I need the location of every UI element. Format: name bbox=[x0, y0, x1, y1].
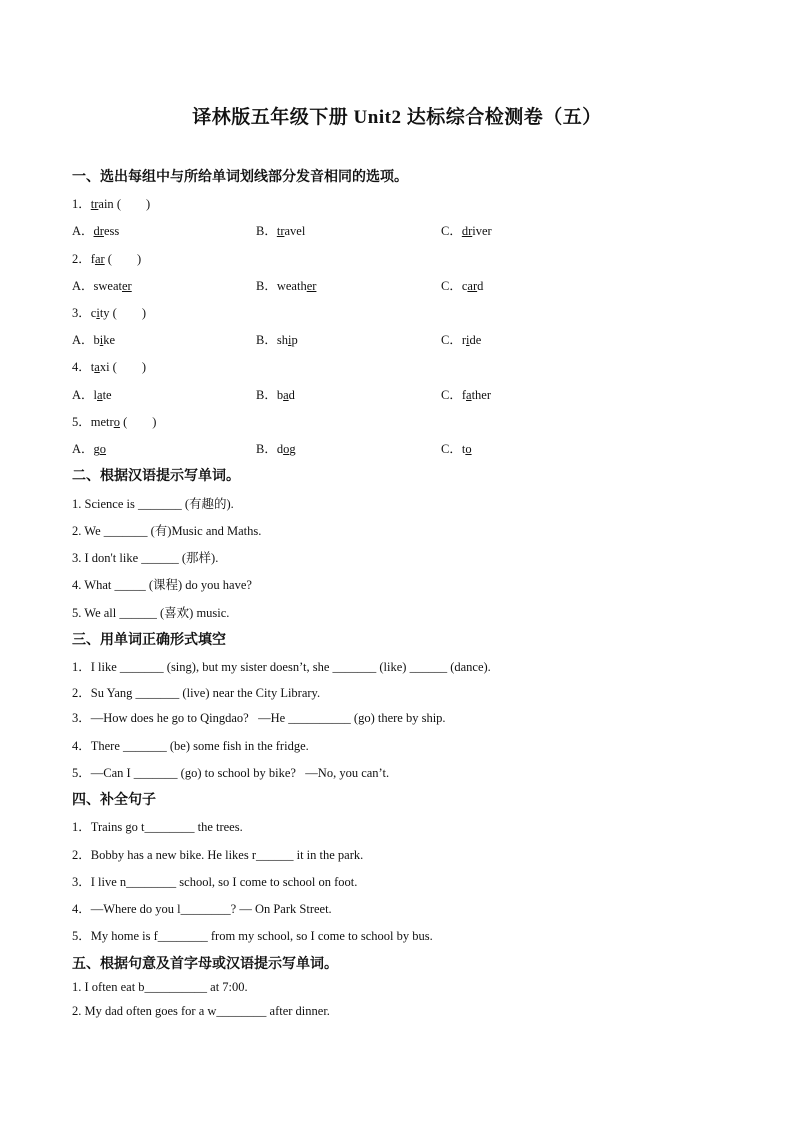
page-title: 译林版五年级下册 Unit2 达标综合检测卷（五） bbox=[192, 107, 602, 128]
option-pre: r bbox=[461, 333, 467, 347]
option-post: te bbox=[102, 388, 112, 402]
option-letter: A． bbox=[72, 388, 94, 402]
option-letter: A． bbox=[72, 442, 94, 456]
s1-q3-option-b bbox=[256, 330, 298, 348]
s1-question-3 bbox=[72, 303, 146, 321]
option-pre: t bbox=[461, 442, 466, 456]
answer-paren: ( ) bbox=[109, 360, 146, 374]
s4-line-3: 3．I live n________ school, so I come to school on foot. bbox=[72, 875, 358, 889]
option-post: ke bbox=[103, 333, 116, 347]
option-pre: c bbox=[461, 279, 468, 293]
s4-line-4: 4．—Where do you l________? — On Park Street. bbox=[72, 902, 332, 916]
s1-q2-option-a bbox=[72, 276, 132, 294]
option-underlined: i bbox=[287, 333, 292, 347]
option-underlined: dr bbox=[461, 224, 473, 238]
answer-paren: ( ) bbox=[109, 306, 146, 320]
s5-line-1: 1. I often eat b__________ at 7:00. bbox=[72, 980, 248, 994]
option-letter: B． bbox=[256, 224, 277, 238]
option-post: iver bbox=[472, 224, 492, 238]
option-underlined: a bbox=[283, 388, 289, 402]
s2-line-3: 3. I don't like ______ (那样). bbox=[72, 551, 219, 565]
question-number: 4． bbox=[72, 360, 91, 374]
s1-q5-option-c bbox=[441, 439, 472, 457]
option-letter: C． bbox=[441, 333, 462, 347]
option-underlined: tr bbox=[276, 224, 285, 238]
s1-q1-option-a bbox=[72, 221, 119, 239]
s1-question-4 bbox=[72, 357, 146, 375]
option-letter: C． bbox=[441, 442, 462, 456]
s1-q2-option-b bbox=[256, 276, 316, 294]
s2-line-4: 4. What _____ (课程) do you have? bbox=[72, 578, 252, 592]
s3-line-3: 3．—How does he go to Qingdao? —He __________ (go) there by ship. bbox=[72, 711, 446, 725]
answer-paren: ( ) bbox=[113, 197, 151, 211]
s1-q2-option-c bbox=[441, 276, 483, 294]
s3-line-4: 4．There _______ (be) some fish in the fridge. bbox=[72, 739, 309, 753]
word-underlined: o bbox=[113, 415, 120, 429]
s4-line-2: 2．Bobby has a new bike. He likes r______ it in the park. bbox=[72, 848, 364, 862]
option-underlined: er bbox=[306, 279, 317, 293]
option-underlined: o bbox=[99, 442, 107, 456]
s1-q1-option-b bbox=[256, 221, 305, 239]
s1-question-1 bbox=[72, 194, 150, 212]
section-2-heading: 二、根据汉语提示写单词。 bbox=[72, 468, 240, 484]
word-pre: f bbox=[90, 252, 95, 266]
option-underlined: o bbox=[283, 442, 290, 456]
option-post: ther bbox=[471, 388, 492, 402]
option-post: d bbox=[477, 279, 484, 293]
option-underlined: i bbox=[99, 333, 104, 347]
option-letter: C． bbox=[441, 279, 462, 293]
answer-paren: ( ) bbox=[104, 252, 142, 266]
option-post: g bbox=[289, 442, 296, 456]
option-pre: sh bbox=[276, 333, 288, 347]
option-pre: b bbox=[276, 388, 284, 402]
option-underlined: dr bbox=[93, 224, 104, 238]
s5-line-2: 2. My dad often goes for a w________ after dinner. bbox=[72, 1004, 330, 1018]
s1-q3-option-c bbox=[441, 330, 481, 348]
option-letter: B． bbox=[256, 442, 277, 456]
option-letter: B． bbox=[256, 333, 277, 347]
option-pre: d bbox=[276, 442, 284, 456]
option-post: de bbox=[469, 333, 482, 347]
s3-line-2: 2．Su Yang _______ (live) near the City Library. bbox=[72, 686, 321, 700]
s1-q1-option-c bbox=[441, 221, 492, 239]
word-pre: t bbox=[90, 360, 95, 374]
word-underlined: a bbox=[94, 360, 100, 374]
s4-line-5: 5．My home is f________ from my school, so I come to school by bus. bbox=[72, 929, 433, 943]
s3-line-5: 5．—Can I _______ (go) to school by bike? —No, you can’t. bbox=[72, 766, 390, 780]
s1-q5-option-b bbox=[256, 439, 296, 457]
option-pre: b bbox=[93, 333, 100, 347]
s1-q4-option-a bbox=[72, 385, 112, 403]
s4-line-1: 1．Trains go t________ the trees. bbox=[72, 820, 243, 834]
option-letter: C． bbox=[441, 388, 462, 402]
word-post: xi bbox=[99, 360, 110, 374]
option-letter: B． bbox=[256, 388, 277, 402]
option-letter: A． bbox=[72, 224, 94, 238]
option-pre: weath bbox=[276, 279, 307, 293]
word-post: ain bbox=[98, 197, 114, 211]
option-underlined: i bbox=[466, 333, 470, 347]
option-underlined: ar bbox=[467, 279, 478, 293]
s2-line-2: 2. We _______ (有)Music and Maths. bbox=[72, 524, 262, 538]
option-post: avel bbox=[284, 224, 306, 238]
option-pre: sweat bbox=[93, 279, 122, 293]
s2-line-1: 1. Science is _______ (有趣的). bbox=[72, 497, 234, 511]
section-5-heading: 五、根据句意及首字母或汉语提示写单词。 bbox=[72, 956, 338, 972]
option-letter: A． bbox=[72, 279, 94, 293]
question-number: 3． bbox=[72, 306, 91, 320]
s1-q5-option-a bbox=[72, 439, 106, 457]
question-number: 2． bbox=[72, 252, 91, 266]
option-letter: B． bbox=[256, 279, 277, 293]
word-underlined: i bbox=[96, 306, 100, 320]
s1-question-5 bbox=[72, 412, 156, 430]
option-underlined: a bbox=[97, 388, 103, 402]
s1-question-2 bbox=[72, 249, 141, 267]
answer-paren: ( ) bbox=[119, 415, 157, 429]
word-pre: metr bbox=[90, 415, 114, 429]
option-pre: f bbox=[461, 388, 467, 402]
option-post: d bbox=[288, 388, 295, 402]
option-post: ess bbox=[103, 224, 120, 238]
option-pre: l bbox=[93, 388, 98, 402]
section-3-heading: 三、用单词正确形式填空 bbox=[72, 632, 226, 648]
option-underlined: er bbox=[122, 279, 132, 293]
option-letter: A． bbox=[72, 333, 94, 347]
option-pre: g bbox=[93, 442, 100, 456]
option-letter: C． bbox=[441, 224, 462, 238]
option-underlined: a bbox=[466, 388, 472, 402]
word-post: ty bbox=[99, 306, 110, 320]
s1-q4-option-c bbox=[441, 385, 491, 403]
question-number: 1． bbox=[72, 197, 91, 211]
s1-q4-option-b bbox=[256, 385, 295, 403]
s2-line-5: 5. We all ______ (喜欢) music. bbox=[72, 606, 230, 620]
section-1-heading: 一、选出每组中与所给单词划线部分发音相同的选项。 bbox=[72, 169, 408, 185]
word-pre: c bbox=[90, 306, 97, 320]
word-underlined: tr bbox=[90, 197, 99, 211]
section-4-heading: 四、补全句子 bbox=[72, 792, 156, 808]
s3-line-1: 1．I like _______ (sing), but my sister doesn’t, she _______ (like) ______ (dance). bbox=[72, 660, 491, 674]
question-number: 5． bbox=[72, 415, 91, 429]
option-underlined: o bbox=[465, 442, 472, 456]
option-post: p bbox=[291, 333, 298, 347]
word-underlined: ar bbox=[94, 252, 105, 266]
s1-q3-option-a bbox=[72, 330, 115, 348]
